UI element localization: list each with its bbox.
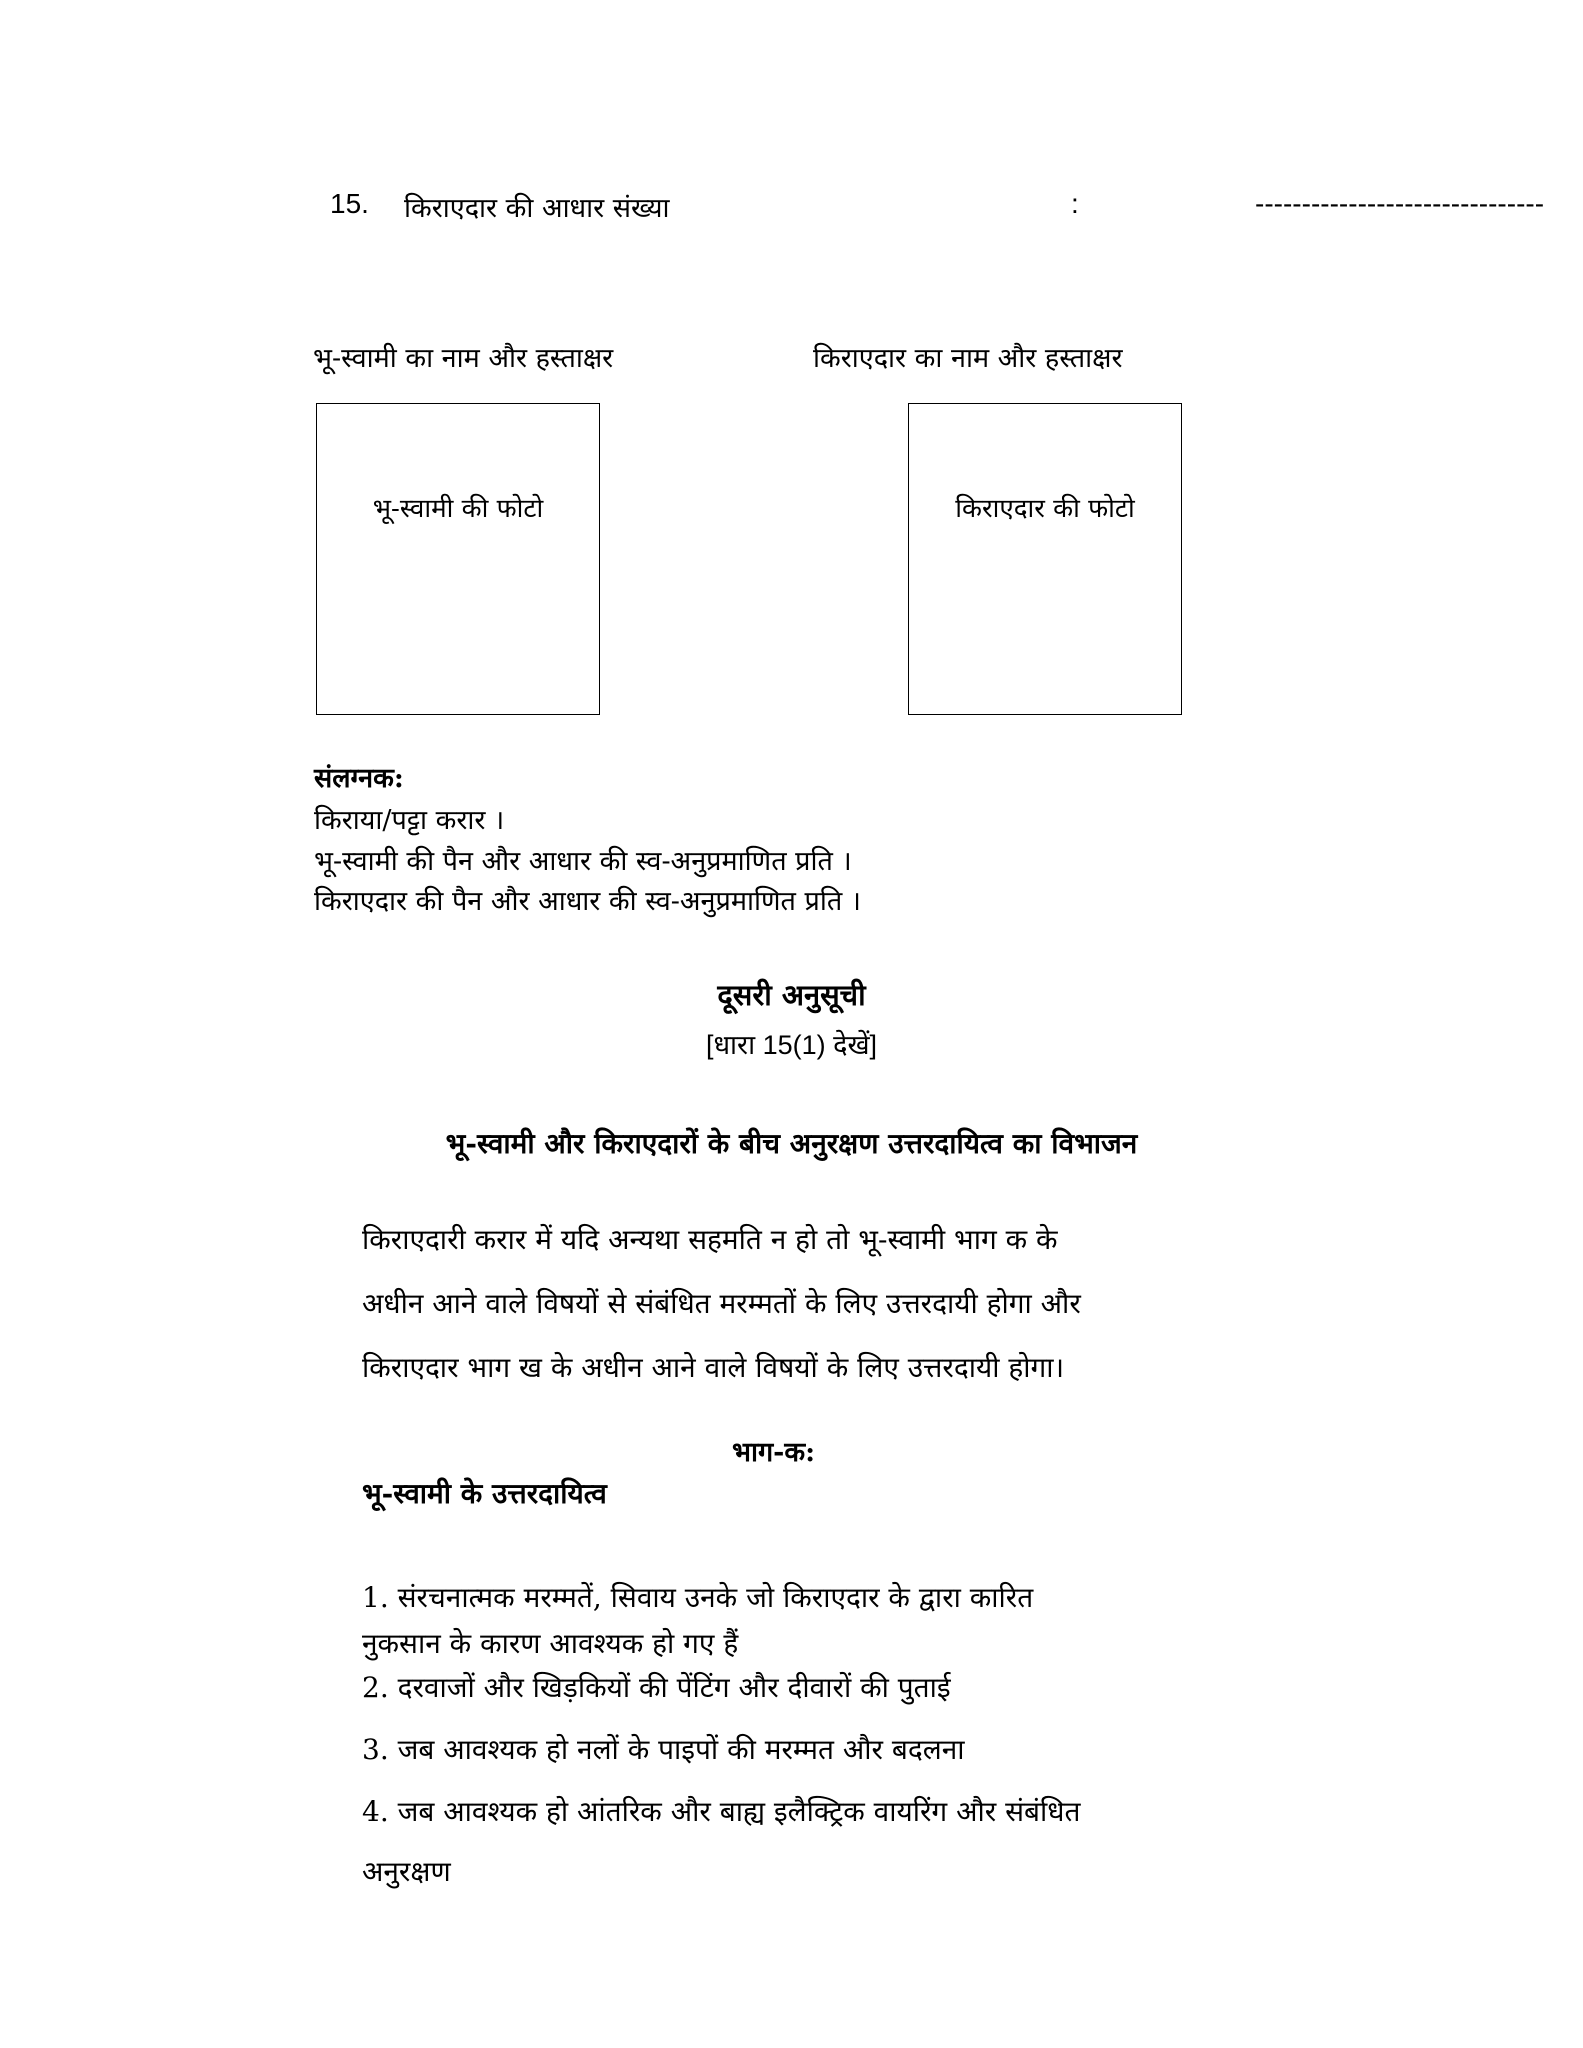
responsibility-item: नुकसान के कारण आवश्यक हो गए हैं bbox=[362, 1627, 739, 1660]
tenant-signature-label: किराएदार का नाम और हस्ताक्षर bbox=[813, 343, 1123, 374]
item-15-label: किराएदार की आधार संख्या bbox=[404, 193, 670, 224]
item-15-number: 15. bbox=[330, 188, 369, 219]
responsibility-item: 3. जब आवश्यक हो नलों के पाइपों की मरम्मत और बदलना bbox=[362, 1733, 965, 1766]
landlord-photo-label: भू-स्वामी की फोटो bbox=[372, 494, 544, 524]
schedule-title: दूसरी अनुसूची bbox=[717, 978, 866, 1012]
responsibility-item: अनुरक्षण bbox=[362, 1855, 451, 1888]
landlord-responsibilities-heading: भू-स्वामी के उत्तरदायित्व bbox=[362, 1477, 607, 1510]
responsibility-item: 4. जब आवश्यक हो आंतरिक और बाह्य इलैक्ट्रिक वायरिंग और संबंधित bbox=[362, 1795, 1081, 1828]
schedule-reference: [धारा 15(1) देखें] bbox=[705, 1030, 878, 1060]
enclosure-item: किराएदार की पैन और आधार की स्व-अनुप्रमाणित प्रति । bbox=[314, 886, 862, 917]
responsibility-item: 2. दरवाजों और खिड़कियों की पेंटिंग और दीवारों की पुताई bbox=[362, 1671, 951, 1704]
landlord-signature-label: भू-स्वामी का नाम और हस्ताक्षर bbox=[313, 343, 614, 374]
part-a-label: भाग-क: bbox=[732, 1437, 816, 1468]
enclosure-item: किराया/पट्टा करार । bbox=[314, 805, 505, 836]
tenant-photo-label: किराएदार की फोटो bbox=[955, 494, 1135, 524]
responsibility-item: 1. संरचनात्मक मरम्मतें, सिवाय उनके जो किराएदार के द्वारा कारित bbox=[362, 1581, 1034, 1614]
landlord-photo-box bbox=[316, 403, 600, 715]
enclosure-item: भू-स्वामी की पैन और आधार की स्व-अनुप्रमाणित प्रति । bbox=[314, 846, 852, 877]
paragraph-line: किराएदार भाग ख के अधीन आने वाले विषयों के लिए उत्तरदायी होगा। bbox=[362, 1351, 1065, 1384]
paragraph-line: किराएदारी करार में यदि अन्यथा सहमति न हो तो भू-स्वामी भाग क के bbox=[362, 1223, 1058, 1256]
item-15-colon: : bbox=[1071, 188, 1079, 219]
tenant-photo-box bbox=[908, 403, 1182, 715]
item-15-blank-line: ------------------------------- bbox=[1255, 188, 1545, 219]
paragraph-line: अधीन आने वाले विषयों से संबंधित मरम्मतों के लिए उत्तरदायी होगा और bbox=[362, 1287, 1081, 1320]
enclosures-title: संलग्नक: bbox=[314, 763, 404, 794]
section-heading: भू-स्वामी और किराएदारों के बीच अनुरक्षण उत्तरदायित्व का विभाजन bbox=[445, 1127, 1138, 1160]
